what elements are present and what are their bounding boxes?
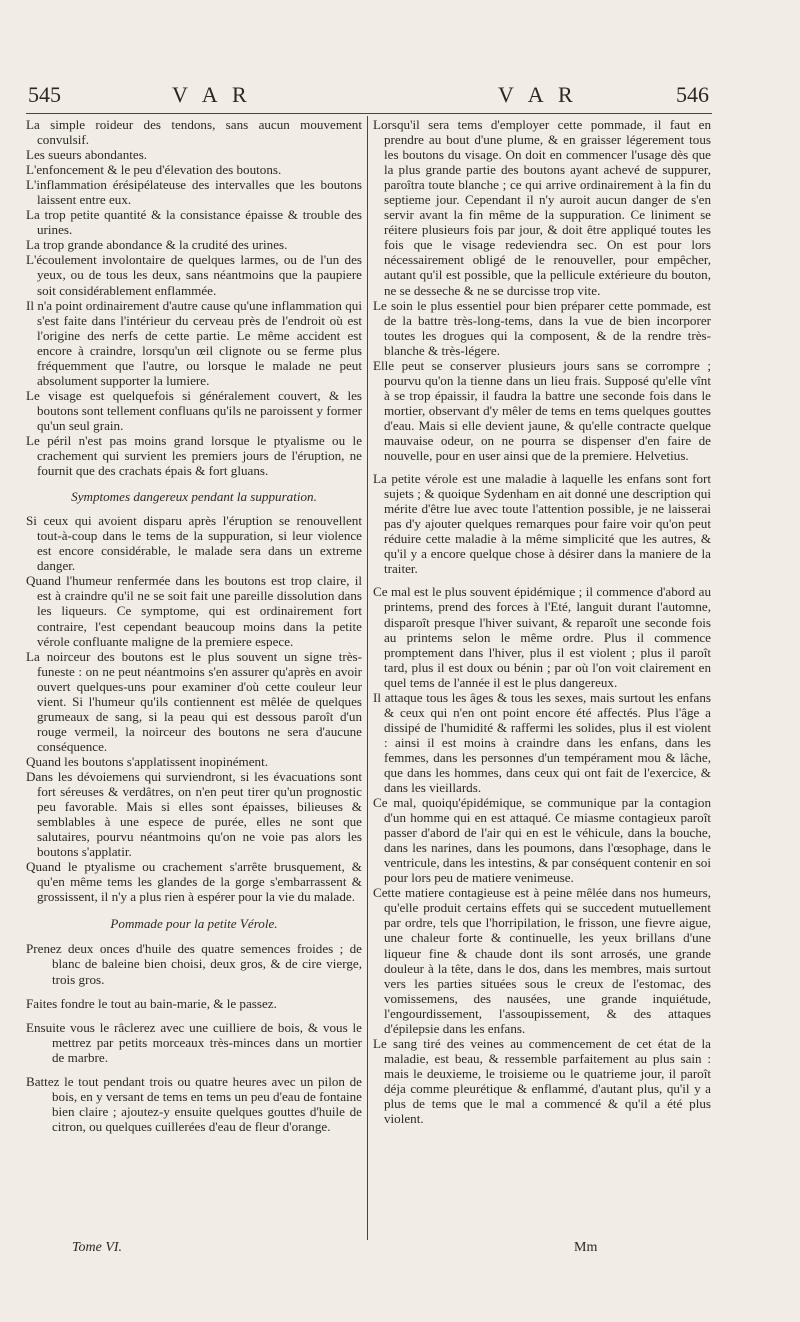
paragraph: Elle peut se conserver plusieurs jours sans se corrompre ; pourvu qu'on la tienne dans un lieu frais. Supposé qu'elle vînt à se trop épaissir, il faudra la battre une seconde fois dans le mortier, observant d'y mêler de tems en tems quelques gouttes d'eau. Mais si elle devient jaune, & qu'elle contracte quelque mauvaise odeur, on ne pourra se dispenser d'en faire de nouvelle, pour en user ainsi que de la premiere. Helvetius. <box>373 357 711 464</box>
paragraph: La trop grande abondance & la crudité des urines. <box>26 237 288 253</box>
paragraph: La noirceur des boutons est le plus souvent un signe très-funeste : on ne peut néantmoins s'en assurer qu'après en avoir ouvert quelques-uns pour examiner d'où cette couleur leur vient. Si l'humeur qu'ils contiennent est mêlée de quelques grumeaux de sang, si la peau qui est dessous paroît d'un rouge vermeil, la noirceur des boutons ne sera d'aucune conséquence. <box>26 648 362 754</box>
paragraph: Cette matiere contagieuse est à peine mêlée dans nos humeurs, qu'elle produit certains effets qui se succedent mutuellement par ordre, tels que l'horripilation, le frisson, une fievre aigue, une chaleur forte & continuelle, les yeux brillans d'une liqueur fine & chaude dont ils sont arrosés, une grande douleur à la tête, dans le dos, dans les membres, mais surtout vers les parties situées sous le creux de l'estomac, des vomissemens, des nausées, une grande inquiétude, l'engourdissement, l'assoupissement, & des attaques d'épilepsie dans les enfans. <box>373 885 711 1036</box>
paragraph: Ce mal, quoiqu'épidémique, se communique par la contagion d'un homme qui en est attaqué. Ce miasme contagieux paroît passer d'abord de l'air qui en est le véhicule, dans la bouche, dans les narines, dans les poumons, dans l'œsophage, dans le ventricule, dans les intestins, & par conséquent contenir en soi pour lors peu de matiere venimeuse. <box>373 795 711 886</box>
volume-label: Tome VI. <box>72 1240 123 1255</box>
section-heading: Symptomes dangereux pendant la suppuration. <box>71 489 317 505</box>
running-title-right: V A R <box>498 82 578 107</box>
paragraph: Quand l'humeur renfermée dans les boutons est trop claire, il est à craindre qu'il ne se soit fait une pareille dissolution dans les liqueurs. Ce symptome, qui est ordinairement fort contraire, l'est cependant beaucoup moins dans la petite vérole confluante maligne de la premiere espece. <box>26 573 362 649</box>
paragraph: Quand le ptyalisme ou crachement s'arrête brusquement, & qu'en même tems les glandes de la gorge s'embarrassent & grossissent, il n'y a plus rien à espérer pour la vie du malade. <box>26 859 362 905</box>
recipe-step: Prenez deux onces d'huile des quatre semences froides ; de blanc de baleine bien choisi, deux gros, & de cire vierge, trois gros. <box>26 941 362 987</box>
paragraph: Quand les boutons s'applatissent inopinément. <box>26 753 269 769</box>
paragraph: Lorsqu'il sera tems d'employer cette pommade, il faut en prendre au bout d'une plume, & en graisser légerement tous les boutons du visage. On doit en commencer l'usage dès que la plus grande partie des boutons ayant achevé de suppurer, paroîtra toute blanche ; ce qui arrive ordinairement à la fin du septieme jour. Cependant il n'y auroit aucun danger de s'en servir avant la fin même de la suppuration. Ce liniment se réitere plusieurs fois par jour, & doit être appliqué toutes les fois que le visage redeviendra sec. On est pour lors nécessairement obligé de le renouveller, pour empêcher, autant qu'il est possible, que la pellicule extérieure du bouton, ne se desseche & ne se durcisse trop vite. <box>373 117 711 298</box>
paragraph: Dans les dévoiemens qui surviendront, si les évacuations sont fort séreuses & verdâtres, on n'en peut tirer qu'un prognostic peu favorable. Mais si elles sont épaisses, bilieuses & semblables à une espece de purée, elles ne sont que salutaires, pourvu néantmoins qu'on ne voie pas alors les boutons s'applatir. <box>26 768 362 860</box>
right-column <box>373 117 711 1126</box>
paragraph: Ce mal est le plus souvent épidémique ; il commence d'abord au printems, prend des forces à l'Eté, languit durant l'automne, disparoît presque l'hiver suivant, & reparoît une seconde fois au printems selon le même ordre. Plus il commence promptement dans l'hiver, plus il est violent ; plus il paroît tard, plus il est doux ou bénin ; par où l'on voit clairement en quel tems de l'année il est le plus dangereux. <box>373 584 711 690</box>
paragraph: La petite vérole est une maladie à laquelle les enfans sont fort sujets ; & quoique Sydenham en ait donné une description qui mérite d'être lue avec toute l'attention possible, je ne laisserai pas d'y ajouter quelques remarques pour faire voir qu'on peut réduire cette maladie à la même simplicité que les autres, & qu'il y a encore quelque chose à désirer dans la maniere de la traiter. <box>373 471 711 577</box>
paragraph: Si ceux qui avoient disparu après l'éruption se renouvellent tout-à-coup dans le tems de la suppuration, si leur violence est encore considérable, le malade sera dans un extreme danger. <box>26 513 362 574</box>
paragraph: L'inflammation érésipélateuse des intervalles que les boutons laissent entre eux. <box>26 177 362 208</box>
recipe-step: Faites fondre le tout au bain-marie, & le passez. <box>26 995 277 1011</box>
paragraph: Le soin le plus essentiel pour bien préparer cette pommade, est de la battre très-long-tems, dans la vue de bien incorporer toutes les drogues qui la composent, & de la rendre très-blanche & très-légere. <box>373 297 711 358</box>
paragraph: Il n'a point ordinairement d'autre cause qu'une inflammation qui s'est faite dans l'intérieur du cerveau près de l'endroit où est l'origine des nerfs de cette partie. Le même accident est encore à craindre, lorsqu'un œil clignote ou se ferme plus fréquemment que l'autre, ou lorsque le malade ne peut absolument supporter la lumiere. <box>26 297 362 388</box>
recipe-heading: Pommade pour la petite Vérole. <box>110 916 278 932</box>
recipe-step: Battez le tout pendant trois ou quatre heures avec un pilon de bois, en y versant de tems en tems un peu d'eau de fontaine bien claire ; ajoutez-y ensuite quelques gouttes d'huile de citron, ou quelques cuillerées d'eau de fleur d'orange. <box>26 1073 362 1134</box>
page-number-right: 546 <box>676 82 709 107</box>
paragraph: L'enfoncement & le peu d'élevation des boutons. <box>26 162 282 178</box>
paragraph: Les sueurs abondantes. <box>26 147 148 163</box>
running-head <box>0 82 800 112</box>
left-column <box>26 117 362 1134</box>
paragraph: La simple roideur des tendons, sans aucun mouvement convulsif. <box>26 117 362 148</box>
paragraph: L'écoulement involontaire de quelques larmes, ou de l'un des yeux, ou de tous les deux, sans néantmoins que la paupiere soit considérablement enflammée. <box>26 252 362 298</box>
paragraph: Le sang tiré des veines au commencement de cet état de la maladie, est beau, & ressemble parfaitement au plus sain : mais le deuxieme, le troisieme ou le quatrieme jour, il paroît déja comme pleurétique & enflammé, d'autant plus, qu'il y a plus de tems que le mal a commencé & qu'il a été plus violent. <box>373 1035 711 1127</box>
signature-mark: Mm <box>574 1240 598 1255</box>
paragraph: Le visage est quelquefois si généralement couvert, & les boutons sont tellement confluans qu'ils ne paroissent y former qu'un seul grain. <box>26 387 362 433</box>
paragraph: Il attaque tous les âges & tous les sexes, mais surtout les enfans & ceux qui n'en ont point encore été affectés. Plus l'âge a dissipé de l'humidité & raffermi les solides, plus il est violent : ainsi il est moins à craindre dans les enfans, dans les femmes, dans les personnes d'un tempérament mou & lâche, que dans les hommes, dans ceux qui ont fait de l'exercice, & dans les vieillards. <box>373 689 711 796</box>
paragraph: La trop petite quantité & la consistance épaisse & trouble des urines. <box>26 207 362 238</box>
running-title-left: V A R <box>172 82 252 107</box>
recipe-step: Ensuite vous le râclerez avec une cuilliere de bois, & vous le mettrez par petits morceaux très-minces dans un mortier de marbre. <box>26 1019 362 1065</box>
header-rule <box>26 113 712 114</box>
page-number-left: 545 <box>28 82 61 107</box>
column-divider <box>367 116 368 1240</box>
paragraph: Le péril n'est pas moins grand lorsque le ptyalisme ou le crachement qui survient les premiers jours de l'éruption, ne fournit que des crachats épais & fort gluans. <box>26 432 362 479</box>
